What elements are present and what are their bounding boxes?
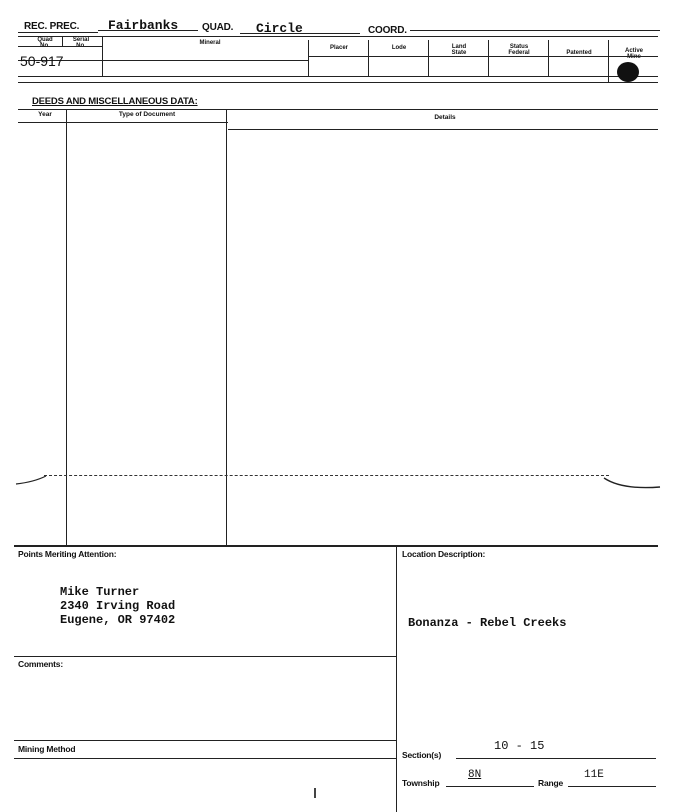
- coord-label: COORD.: [368, 25, 407, 36]
- range-value: 11E: [584, 769, 604, 781]
- rule: [18, 109, 658, 110]
- rule: [410, 30, 660, 31]
- col-status-federal: Status Federal: [508, 44, 530, 56]
- rec-prec-value: Fairbanks: [108, 18, 179, 33]
- rule: [568, 786, 656, 787]
- paper-edge-curl-left: [14, 472, 50, 488]
- col-divider: [66, 109, 67, 545]
- rule: [14, 545, 658, 547]
- rule: [14, 656, 396, 657]
- col-mineral: Mineral: [199, 40, 221, 46]
- col-divider: [308, 40, 309, 76]
- rule: [240, 33, 360, 34]
- col-year: Year: [38, 111, 52, 118]
- rule: [14, 740, 396, 741]
- col-divider: [548, 40, 549, 76]
- col-divider: [62, 36, 63, 46]
- location-value: Bonanza - Rebel Creeks: [408, 616, 567, 630]
- comments-label: Comments:: [18, 659, 63, 669]
- col-divider: [368, 40, 369, 76]
- rule: [228, 129, 658, 130]
- col-placer: Placer: [329, 45, 348, 51]
- rule: [446, 786, 534, 787]
- col-divider: [428, 40, 429, 76]
- sections-value: 10 - 15: [494, 739, 545, 753]
- stray-mark: [314, 788, 316, 798]
- mining-method-label: Mining Method: [18, 744, 76, 754]
- col-divider: [488, 40, 489, 76]
- rule: [18, 122, 228, 123]
- col-land-state: Land State: [451, 44, 467, 56]
- points-line-1: Mike Turner: [60, 585, 140, 599]
- rule: [18, 76, 658, 77]
- location-label: Location Description:: [402, 549, 486, 559]
- rule: [14, 758, 396, 759]
- col-divider: [102, 36, 103, 76]
- deeds-heading: DEEDS AND MISCELLANEOUS DATA:: [32, 96, 198, 107]
- col-details: Details: [434, 114, 456, 121]
- col-serial-no: Serial No.: [72, 37, 90, 49]
- points-label: Points Meriting Attention:: [18, 549, 117, 559]
- quad-label: QUAD.: [202, 22, 234, 33]
- rule: [456, 758, 656, 759]
- page-join-line: [44, 475, 609, 476]
- col-patented: Patented: [566, 50, 592, 56]
- rule: [18, 36, 658, 37]
- paper-edge-curl-right: [602, 474, 662, 492]
- rule: [18, 46, 102, 47]
- col-divider: [226, 109, 227, 545]
- quad-serial-value: 50-917: [20, 53, 64, 69]
- active-mine-mark: [617, 62, 639, 82]
- rule: [98, 30, 198, 31]
- rec-prec-label: REC. PREC.: [24, 21, 80, 32]
- quad-value: Circle: [256, 21, 303, 36]
- township-value: 8N: [468, 769, 482, 781]
- col-lode: Lode: [391, 45, 407, 51]
- rule: [18, 82, 658, 83]
- rule: [18, 32, 98, 33]
- rule: [308, 56, 658, 57]
- range-label: Range: [538, 778, 563, 788]
- col-quad-no: Quad No.: [37, 37, 53, 49]
- col-active-mine: Active Mine: [624, 48, 643, 60]
- col-type-of-document: Type of Document: [118, 111, 176, 118]
- col-divider: [396, 546, 397, 812]
- points-line-3: Eugene, OR 97402: [60, 613, 176, 627]
- sections-label: Section(s): [402, 750, 442, 760]
- township-label: Township: [402, 778, 440, 788]
- col-divider: [608, 40, 609, 82]
- points-line-2: 2340 Irving Road: [60, 599, 176, 613]
